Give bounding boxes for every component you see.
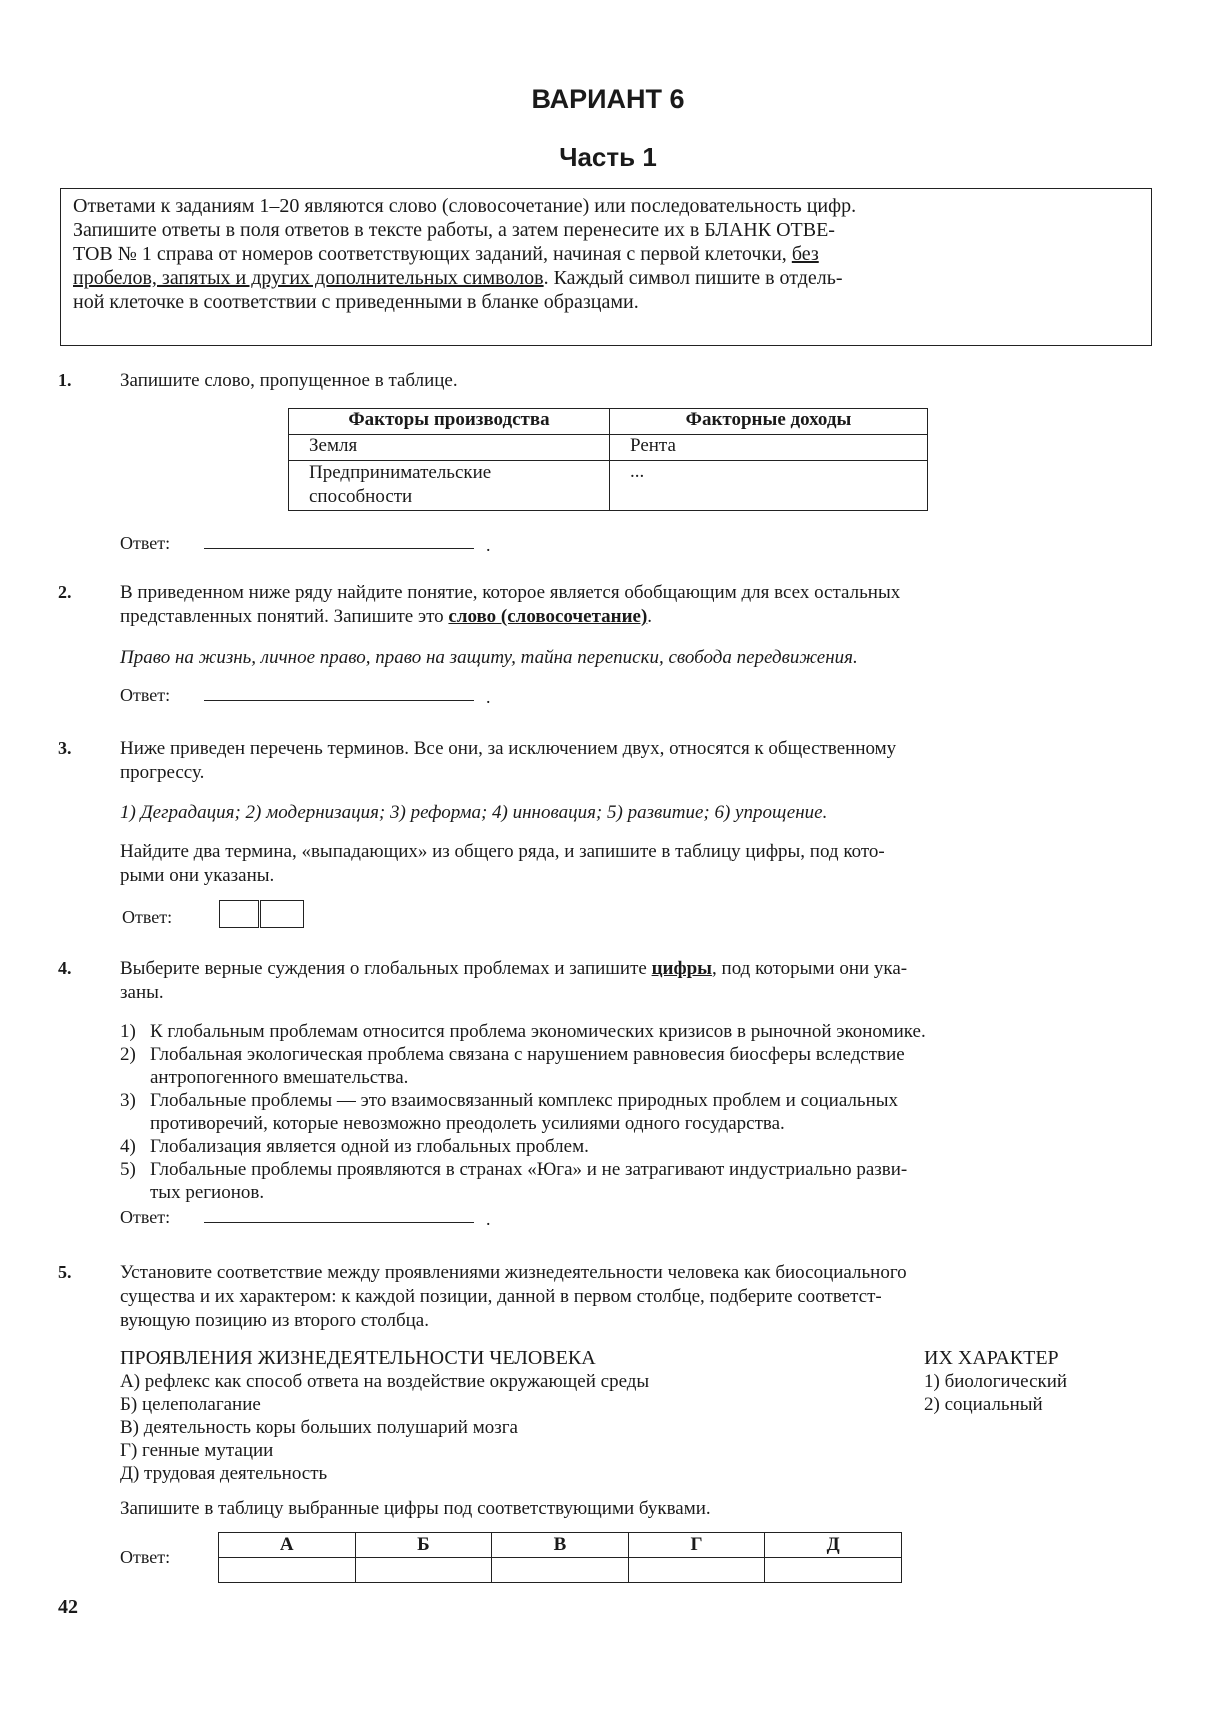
table-header: Факторные доходы [610, 409, 928, 435]
question-text: существа и их характером: к каждой позиции, данной в первом столбце, подберите соответст- [120, 1286, 882, 1307]
letter-cell: А [219, 1533, 356, 1558]
question-text: Ниже приведен перечень терминов. Все они, за исключением двух, относятся к общественному [120, 738, 897, 759]
part-title: Часть 1 [559, 142, 657, 172]
answer-label: Ответ: [120, 685, 171, 705]
question-number: 2. [58, 582, 72, 602]
question-text: заны. [120, 982, 164, 1003]
table-cell: Земля [289, 435, 610, 461]
column-header: ПРОЯВЛЕНИЯ ЖИЗНЕДЕЯТЕЛЬНОСТИ ЧЕЛОВЕКА [120, 1347, 596, 1369]
answer-table [218, 1532, 902, 1583]
instructions-line: ТОВ № 1 справа от номеров соответствующих заданий, начиная с первой клеточки, без [73, 243, 819, 265]
list-item: Б) целеполагание [120, 1394, 261, 1415]
option-item: 1) К глобальным проблемам относится проблема экономических кризисов в рыночной экономике. [120, 1021, 926, 1042]
page-number: 42 [58, 1596, 78, 1618]
instructions-line: Ответами к заданиям 1–20 являются слово (словосочетание) или последовательность цифр. [73, 195, 857, 217]
table-cell: ... [610, 461, 928, 511]
factors-table [288, 408, 928, 511]
answer-cell[interactable] [765, 1558, 902, 1583]
instructions-line: пробелов, запятых и других дополнительных символов. Каждый символ пишите в отдель- [73, 267, 843, 289]
terms-list: 1) Деградация; 2) модернизация; 3) реформа; 4) инновация; 5) развитие; 6) упрощение. [120, 802, 828, 823]
answer-line[interactable] [204, 1222, 474, 1223]
answer-label: Ответ: [122, 907, 173, 927]
answer-cell[interactable] [355, 1558, 492, 1583]
answer-cell[interactable] [492, 1558, 629, 1583]
option-item: 4) Глобализация является одной из глобальных проблем. [120, 1136, 589, 1157]
question-text: Установите соответствие между проявлениями жизнедеятельности человека как биосоциального [120, 1262, 907, 1283]
letter-cell: Г [628, 1533, 765, 1558]
table-cell: Рента [610, 435, 928, 461]
left-column [120, 1347, 649, 1485]
question-text: Найдите два термина, «выпадающих» из общего ряда, и запишите в таблицу цифры, под кото- [120, 841, 885, 862]
column-header: ИХ ХАРАКТЕР [924, 1347, 1059, 1369]
list-item: Д) трудовая деятельность [120, 1463, 328, 1484]
answer-label: Ответ: [120, 533, 171, 553]
answer-cell[interactable] [219, 900, 259, 928]
question-number: 1. [58, 370, 72, 390]
question-number: 5. [58, 1262, 72, 1282]
list-item: 2) социальный [924, 1394, 1043, 1415]
instructions-line: ной клеточке в соответствии с приведенными в бланке образцами. [73, 291, 639, 313]
answer-label: Ответ: [120, 1207, 171, 1227]
answer-line[interactable] [204, 700, 474, 701]
option-item: 2) Глобальная экологическая проблема связана с нарушением равновесия биосферы вследствие антропогенного вмешательства. [120, 1044, 905, 1088]
instructions-box [60, 188, 1152, 346]
table-cell: Предпринимательские способности [289, 461, 610, 511]
list-item: В) деятельность коры больших полушарий мозга [120, 1417, 518, 1438]
question-text: Выберите верные суждения о глобальных проблемах и запишите цифры, под которыми они ука- [120, 958, 908, 979]
table-instruction: Запишите в таблицу выбранные цифры под соответствующими буквами. [120, 1498, 711, 1519]
list-item: 1) биологический [924, 1371, 1068, 1392]
question-text: рыми они указаны. [120, 865, 275, 886]
question-text: В приведенном ниже ряду найдите понятие, которое является обобщающим для всех остальных [120, 582, 901, 603]
answer-dot: . [486, 687, 491, 707]
right-column [924, 1347, 1067, 1416]
letter-cell: В [492, 1533, 629, 1558]
answer-cell[interactable] [260, 900, 304, 928]
question-text: прогрессу. [120, 762, 205, 783]
variant-title: ВАРИАНТ 6 [531, 84, 685, 114]
concept-list: Право на жизнь, личное право, право на защиту, тайна переписки, свобода передвижения. [120, 647, 858, 668]
list-item: Г) генные мутации [120, 1440, 274, 1461]
options-list [120, 1020, 1152, 1204]
option-item: 3) Глобальные проблемы — это взаимосвязанный комплекс природных проблем и социальных противоречий, которые невозможно преодолеть усилиями одного государства. [120, 1090, 899, 1134]
option-item: 5) Глобальные проблемы проявляются в странах «Юга» и не затрагивают индустриально разви- тых регионов. [120, 1159, 908, 1203]
letter-cell: Б [355, 1533, 492, 1558]
answer-dot: . [486, 535, 491, 555]
list-item: А) рефлекс как способ ответа на воздействие окружающей среды [120, 1371, 650, 1392]
answer-cell[interactable] [219, 1558, 356, 1583]
instructions-line: Запишите ответы в поля ответов в тексте работы, а затем перенесите их в БЛАНК ОТВЕ- [73, 219, 835, 241]
question-text: Запишите слово, пропущенное в таблице. [120, 370, 458, 391]
answer-line[interactable] [204, 548, 474, 549]
answer-dot: . [486, 1209, 491, 1229]
question-number: 3. [58, 738, 72, 758]
answer-label: Ответ: [120, 1547, 171, 1567]
question-text: представленных понятий. Запишите это слово (словосочетание). [120, 606, 653, 627]
answer-cell[interactable] [628, 1558, 765, 1583]
table-header: Факторы производства [289, 409, 610, 435]
question-number: 4. [58, 958, 72, 978]
letter-cell: Д [765, 1533, 902, 1558]
question-text: вующую позицию из второго столбца. [120, 1310, 429, 1331]
